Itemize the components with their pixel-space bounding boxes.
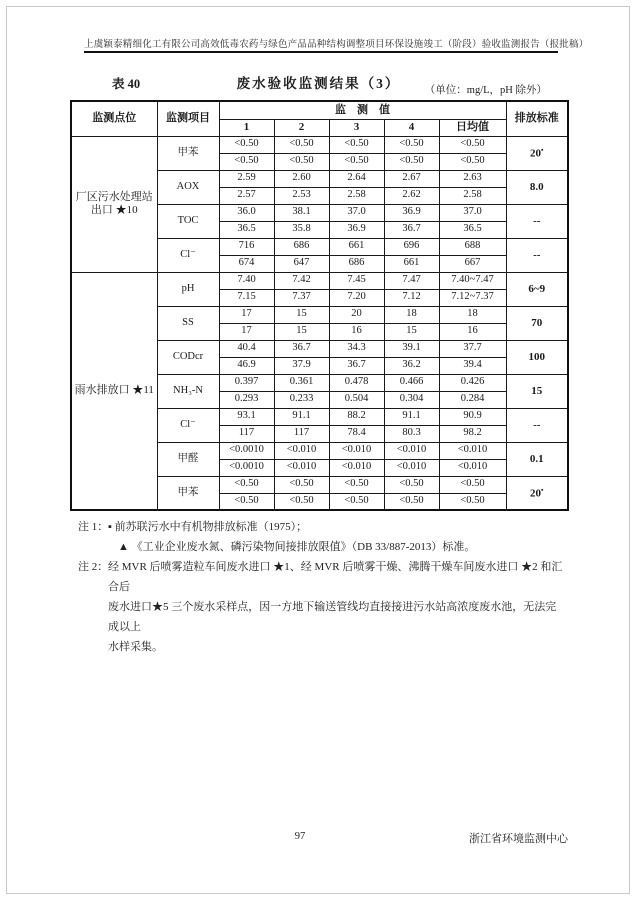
value-cell-day1-3: 2.64 xyxy=(329,170,384,187)
value-cell-day2-4: 80.3 xyxy=(384,425,439,442)
value-cell-day1-2: <0.50 xyxy=(274,476,329,493)
value-cell-day2-5: <0.010 xyxy=(439,459,506,476)
data-row xyxy=(71,272,568,289)
standard-cell: -- xyxy=(506,408,568,442)
value-cell-day1-3: 34.3 xyxy=(329,340,384,357)
value-cell-day2-1: 2.57 xyxy=(219,187,274,204)
value-cell-day1-1: 0.397 xyxy=(219,374,274,391)
standard-note-marker: ▪ xyxy=(541,145,544,154)
value-cell-day1-3: <0.010 xyxy=(329,442,384,459)
value-cell-day2-2: 117 xyxy=(274,425,329,442)
standard-cell: -- xyxy=(506,204,568,238)
monitoring-item-cell: Cl⁻ xyxy=(157,408,219,442)
standard-cell: 70 xyxy=(506,306,568,340)
value-cell-day2-2: 0.233 xyxy=(274,391,329,408)
value-cell-day1-1: 40.4 xyxy=(219,340,274,357)
value-cell-day2-1: <0.0010 xyxy=(219,459,274,476)
value-cell-day1-4: 39.1 xyxy=(384,340,439,357)
value-cell-day1-5: 7.40~7.47 xyxy=(439,272,506,289)
value-cell-day2-3: <0.50 xyxy=(329,493,384,510)
value-cell-day1-3: 661 xyxy=(329,238,384,255)
value-cell-day2-4: 7.12 xyxy=(384,289,439,306)
header-discharge-standard: 排放标准 xyxy=(506,101,568,136)
footer-organization: 浙江省环境监测中心 xyxy=(469,833,568,845)
value-cell-day1-1: <0.50 xyxy=(219,136,274,153)
standard-cell: 20▪ xyxy=(506,136,568,170)
value-cell-day2-5: 98.2 xyxy=(439,425,506,442)
note-2-text-2: 废水进口★5 三个废水采样点，因一方地下输送管线均直接接进污水站高浓度废水池，无法完成以上 xyxy=(108,601,557,633)
note-1-text-2: ▲ 《工业企业废水氮、磷污染物间接排放限值》（DB 33/887-2013）标准。 xyxy=(118,541,476,553)
value-cell-day2-1: 46.9 xyxy=(219,357,274,374)
value-cell-day2-5: <0.50 xyxy=(439,493,506,510)
value-cell-day1-5: 18 xyxy=(439,306,506,323)
value-cell-day2-4: 0.304 xyxy=(384,391,439,408)
value-cell-day1-3: 37.0 xyxy=(329,204,384,221)
monitoring-point-cell: 厂区污水处理站出口 ★10 xyxy=(71,136,157,272)
value-cell-day2-4: <0.50 xyxy=(384,153,439,170)
value-cell-day1-4: 0.466 xyxy=(384,374,439,391)
value-cell-day2-2: <0.50 xyxy=(274,153,329,170)
note-2-text-1: 经 MVR 后喷雾造粒车间废水进口 ★1、经 MVR 后喷雾干燥、沸腾干燥车间废水进口 ★2 和汇合后 xyxy=(108,561,563,593)
value-cell-day2-4: <0.50 xyxy=(384,493,439,510)
note-2-line-1 xyxy=(78,557,564,597)
header-value-col-4: 4 xyxy=(384,119,439,136)
value-cell-day2-3: 686 xyxy=(329,255,384,272)
monitoring-item-cell: TOC xyxy=(157,204,219,238)
value-cell-day1-4: 7.47 xyxy=(384,272,439,289)
value-cell-day1-1: <0.0010 xyxy=(219,442,274,459)
value-cell-day1-3: 7.45 xyxy=(329,272,384,289)
standard-cell: 8.0 xyxy=(506,170,568,204)
value-cell-day1-2: 91.1 xyxy=(274,408,329,425)
value-cell-day2-5: <0.50 xyxy=(439,153,506,170)
value-cell-day1-1: 2.59 xyxy=(219,170,274,187)
monitoring-item-cell: SS xyxy=(157,306,219,340)
value-cell-day1-2: 36.7 xyxy=(274,340,329,357)
value-cell-day2-1: 0.293 xyxy=(219,391,274,408)
value-cell-day2-2: <0.010 xyxy=(274,459,329,476)
value-cell-day1-3: 0.478 xyxy=(329,374,384,391)
monitoring-item-cell: 甲苯 xyxy=(157,136,219,170)
value-cell-day2-1: 7.15 xyxy=(219,289,274,306)
table-number-label: 表 40 xyxy=(112,77,141,91)
value-cell-day1-1: 7.40 xyxy=(219,272,274,289)
value-cell-day1-4: 696 xyxy=(384,238,439,255)
value-cell-day2-5: 39.4 xyxy=(439,357,506,374)
value-cell-day1-5: <0.010 xyxy=(439,442,506,459)
value-cell-day2-3: <0.010 xyxy=(329,459,384,476)
value-cell-day2-2: 35.8 xyxy=(274,221,329,238)
value-cell-day1-4: 2.67 xyxy=(384,170,439,187)
value-cell-day1-4: 18 xyxy=(384,306,439,323)
value-cell-day2-2: <0.50 xyxy=(274,493,329,510)
monitoring-item-cell: NH₃-N xyxy=(157,374,219,408)
value-cell-day2-5: 667 xyxy=(439,255,506,272)
value-cell-day1-3: <0.50 xyxy=(329,476,384,493)
unit-note: （单位：mg/L，pH 除外） xyxy=(424,85,547,96)
value-cell-day2-5: 7.12~7.37 xyxy=(439,289,506,306)
value-cell-day2-4: 661 xyxy=(384,255,439,272)
note-2-line-3 xyxy=(78,637,564,657)
header-value-col-2: 2 xyxy=(274,119,329,136)
value-cell-day1-2: 2.60 xyxy=(274,170,329,187)
value-cell-day2-2: 15 xyxy=(274,323,329,340)
value-cell-day2-5: 2.58 xyxy=(439,187,506,204)
monitoring-item-cell: 甲醛 xyxy=(157,442,219,476)
value-cell-day1-5: <0.50 xyxy=(439,136,506,153)
value-cell-day1-5: 2.63 xyxy=(439,170,506,187)
value-cell-day2-2: 647 xyxy=(274,255,329,272)
value-cell-day2-5: 36.5 xyxy=(439,221,506,238)
value-cell-day1-1: 93.1 xyxy=(219,408,274,425)
document-header-title: 上虞颖泰精细化工有限公司高效低毒农药与绿色产品品种结构调整项目环保设施竣工（阶段）验收监测报告（报批稿） xyxy=(84,40,589,50)
standard-cell: 100 xyxy=(506,340,568,374)
page-number: 97 xyxy=(294,831,306,842)
value-cell-day1-1: 716 xyxy=(219,238,274,255)
value-cell-day2-2: 2.53 xyxy=(274,187,329,204)
value-cell-day1-5: 0.426 xyxy=(439,374,506,391)
value-cell-day2-4: 2.62 xyxy=(384,187,439,204)
value-cell-day1-3: <0.50 xyxy=(329,136,384,153)
value-cell-day1-5: 37.7 xyxy=(439,340,506,357)
value-cell-day2-4: 36.2 xyxy=(384,357,439,374)
value-cell-day2-3: 36.7 xyxy=(329,357,384,374)
value-cell-day2-3: 16 xyxy=(329,323,384,340)
note-2-text-3: 水样采集。 xyxy=(108,641,163,653)
value-cell-day2-4: 15 xyxy=(384,323,439,340)
value-cell-day1-4: <0.50 xyxy=(384,476,439,493)
value-cell-day2-1: <0.50 xyxy=(219,153,274,170)
value-cell-day1-2: 7.42 xyxy=(274,272,329,289)
data-row xyxy=(71,136,568,153)
note-1-label: 注 1： xyxy=(78,521,109,533)
value-cell-day2-4: 36.7 xyxy=(384,221,439,238)
note-1-line-1 xyxy=(78,517,564,537)
value-cell-day2-5: 0.284 xyxy=(439,391,506,408)
standard-note-marker: ▪ xyxy=(541,485,544,494)
header-measured-values-group: 监 测 值 xyxy=(219,101,506,119)
standard-cell: 0.1 xyxy=(506,442,568,476)
standard-cell: 15 xyxy=(506,374,568,408)
value-cell-day2-1: 17 xyxy=(219,323,274,340)
value-cell-day1-4: 91.1 xyxy=(384,408,439,425)
footnotes xyxy=(78,517,564,657)
value-cell-day1-2: <0.50 xyxy=(274,136,329,153)
value-cell-day2-4: <0.010 xyxy=(384,459,439,476)
value-cell-day2-3: 0.504 xyxy=(329,391,384,408)
wastewater-results-table xyxy=(70,100,569,511)
value-cell-day1-2: <0.010 xyxy=(274,442,329,459)
standard-cell: -- xyxy=(506,238,568,272)
value-cell-day1-2: 0.361 xyxy=(274,374,329,391)
value-cell-day1-1: <0.50 xyxy=(219,476,274,493)
standard-cell: 20▪ xyxy=(506,476,568,510)
value-cell-day1-1: 36.0 xyxy=(219,204,274,221)
value-cell-day1-2: 686 xyxy=(274,238,329,255)
value-cell-day1-1: 17 xyxy=(219,306,274,323)
value-cell-day2-5: 16 xyxy=(439,323,506,340)
value-cell-day1-2: 38.1 xyxy=(274,204,329,221)
header-value-col-5: 日均值 xyxy=(439,119,506,136)
header-monitoring-point: 监测点位 xyxy=(71,101,157,136)
value-cell-day2-1: 117 xyxy=(219,425,274,442)
value-cell-day2-1: 36.5 xyxy=(219,221,274,238)
value-cell-day1-5: 688 xyxy=(439,238,506,255)
monitoring-item-cell: 甲苯 xyxy=(157,476,219,510)
value-cell-day1-4: 36.9 xyxy=(384,204,439,221)
header-monitoring-item: 监测项目 xyxy=(157,101,219,136)
value-cell-day1-5: <0.50 xyxy=(439,476,506,493)
value-cell-day2-3: <0.50 xyxy=(329,153,384,170)
header-divider xyxy=(84,51,558,53)
value-cell-day2-3: 36.9 xyxy=(329,221,384,238)
value-cell-day2-3: 7.20 xyxy=(329,289,384,306)
value-cell-day2-2: 37.9 xyxy=(274,357,329,374)
value-cell-day1-3: 88.2 xyxy=(329,408,384,425)
value-cell-day2-3: 2.58 xyxy=(329,187,384,204)
header-value-col-1: 1 xyxy=(219,119,274,136)
value-cell-day1-5: 90.9 xyxy=(439,408,506,425)
monitoring-item-cell: Cl⁻ xyxy=(157,238,219,272)
value-cell-day1-4: <0.010 xyxy=(384,442,439,459)
value-cell-day1-5: 37.0 xyxy=(439,204,506,221)
note-1-line-2 xyxy=(78,537,564,557)
value-cell-day1-3: 20 xyxy=(329,306,384,323)
value-cell-day1-2: 15 xyxy=(274,306,329,323)
monitoring-item-cell: pH xyxy=(157,272,219,306)
monitoring-item-cell: AOX xyxy=(157,170,219,204)
value-cell-day2-1: <0.50 xyxy=(219,493,274,510)
note-2-label: 注 2： xyxy=(78,561,109,573)
standard-cell: 6~9 xyxy=(506,272,568,306)
table-title: 废水验收监测结果（3） xyxy=(236,76,401,91)
value-cell-day2-3: 78.4 xyxy=(329,425,384,442)
value-cell-day2-2: 7.37 xyxy=(274,289,329,306)
note-1-text-1: ▪ 前苏联污水中有机物排放标准（1975）； xyxy=(108,521,308,533)
value-cell-day1-4: <0.50 xyxy=(384,136,439,153)
value-cell-day2-1: 674 xyxy=(219,255,274,272)
header-value-col-3: 3 xyxy=(329,119,384,136)
monitoring-item-cell: CODcr xyxy=(157,340,219,374)
note-2-line-2 xyxy=(78,597,564,637)
monitoring-point-cell: 雨水排放口 ★11 xyxy=(71,272,157,510)
